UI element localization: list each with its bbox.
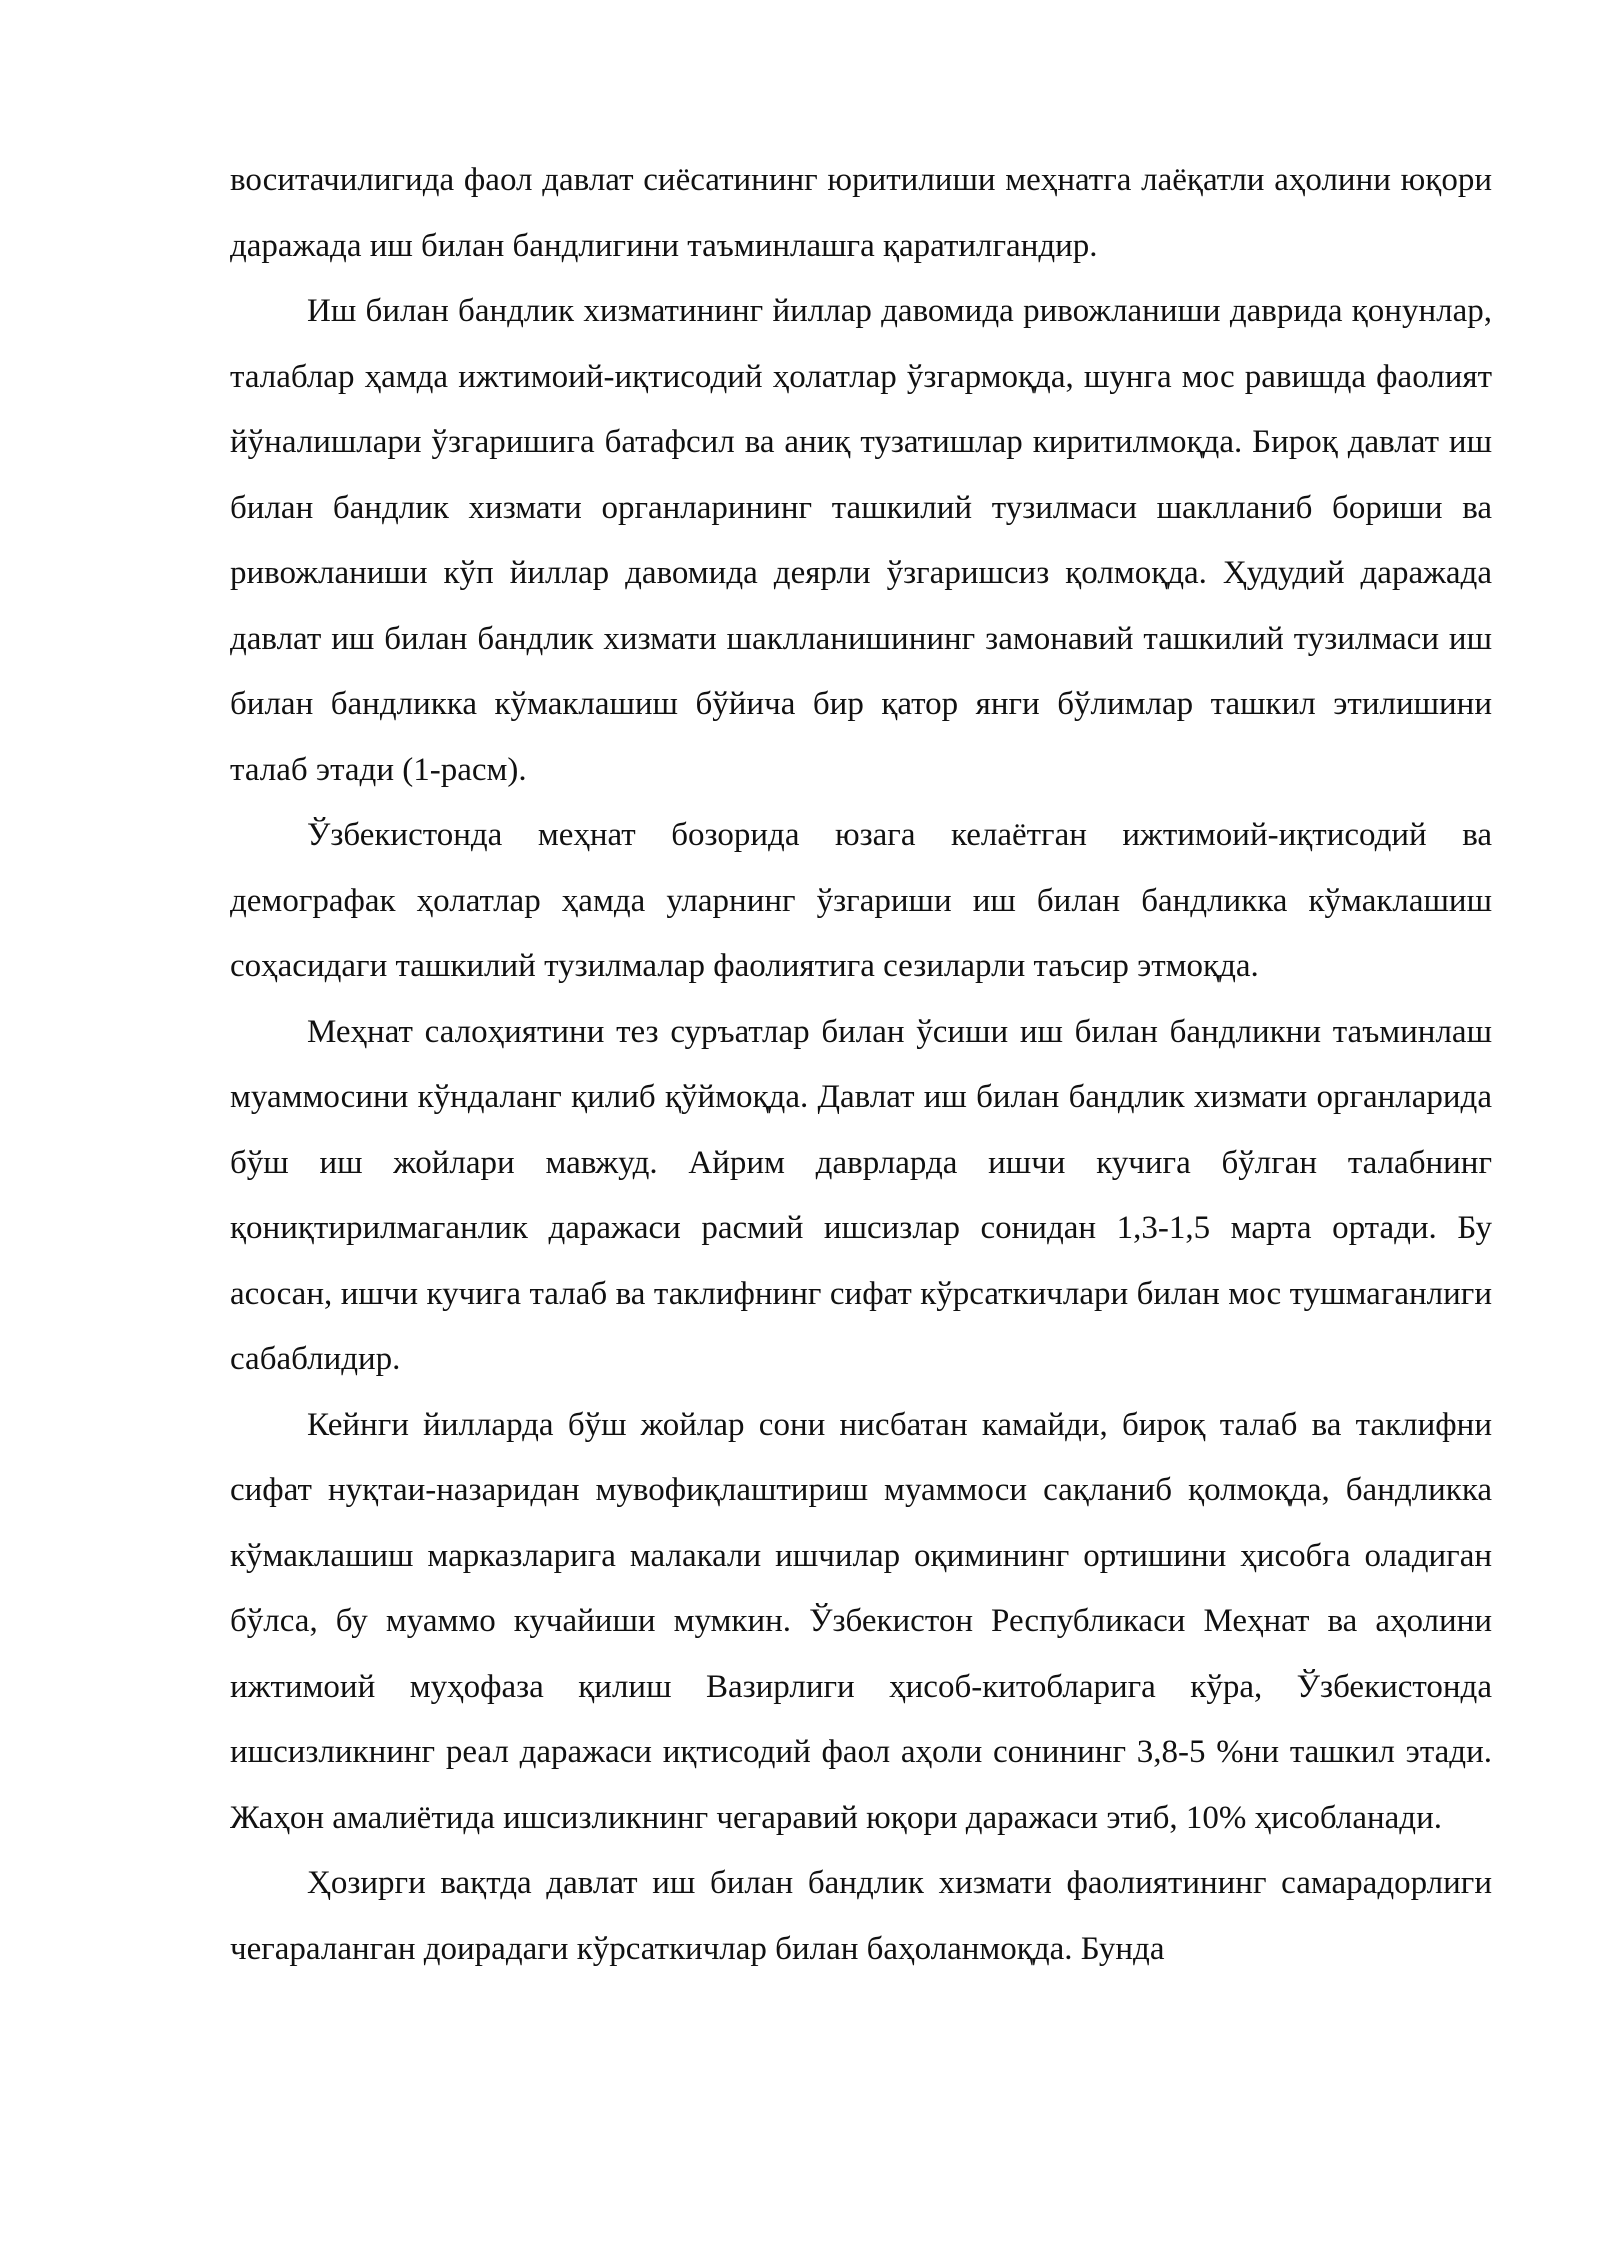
document-body	[230, 148, 1492, 1982]
paragraph-labor-potential-growth: Меҳнат салоҳиятини тез суръатлар билан ўсиши иш билан бандликни таъминлаш муаммосини кўндаланг қилиб қўймоқда. Давлат иш билан бандлик хизмати органларида бўш иш жойлари мавжуд. Айрим даврларда ишчи кучига бўлган талабнинг қониқтирилмаганлик даражаси расмий ишсизлар сонидан 1,3-1,5 марта ортади. Бу асосан, ишчи кучига талаб ва таклифнинг сифат кўрсаткичлари билан мос тушмаганлиги сабаблидир.	[230, 1013, 1492, 1377]
paragraph-continuation: воситачилигида фаол давлат сиёсатининг юритилиши меҳнатга лаёқатли аҳолини юқори даражада иш билан бандлигини таъминлашга қаратилгандир.	[230, 162, 1492, 264]
paragraph-labor-market-conditions: Ўзбекистонда меҳнат бозорида юзага келаётган ижтимоий-иқтисодий ва демографак ҳолатлар ҳамда уларнинг ўзгариши иш билан бандликка кўмаклашиш соҳасидаги ташкилий тузилмалар фаолиятига сезиларли таъсир этмоқда.	[230, 817, 1492, 984]
paragraph-vacancies-unemployment: Кейнги йилларда бўш жойлар сони нисбатан камайди, бироқ талаб ва таклифни сифат нуқтаи-назаридан мувофиқлаштириш муаммоси сақланиб қолмоқда, бандликка кўмаклашиш марказларига малакали ишчилар оқимининг ортишини ҳисобга оладиган бўлса, бу муаммо кучайиши мумкин. Ўзбекистон Республикаси Меҳнат ва аҳолини ижтимоий муҳофаза қилиш Вазирлиги ҳисоб-китобларига кўра, Ўзбекистонда ишсизликнинг реал даражаси иқтисодий фаол аҳоли сонининг 3,8-5 %ни ташкил этади. Жаҳон амалиётида ишсизликнинг чегаравий юқори даражаси этиб, 10% ҳисобланади.	[230, 1406, 1492, 1836]
paragraph-employment-service-development: Иш билан бандлик хизматининг йиллар давомида ривожланиши даврида қонунлар, талаблар ҳамда ижтимоий-иқтисодий ҳолатлар ўзгармоқда, шунга мос равишда фаолият йўналишлари ўзгаришига батафсил ва аниқ тузатишлар киритилмоқда. Бироқ давлат иш билан бандлик хизмати органларининг ташкилий тузилмаси шаклланиб бориши ва ривожланиши кўп йиллар давомида деярли ўзгаришсиз қолмоқда. Ҳудудий даражада давлат иш билан бандлик хизмати шаклланишининг замонавий ташкилий тузилмаси иш билан бандликка кўмаклашиш бўйича бир қатор янги бўлимлар ташкил этилишини талаб этади (1-расм).	[230, 293, 1492, 788]
paragraph-service-efficiency: Ҳозирги вақтда давлат иш билан бандлик хизмати фаолиятининг самарадорлиги чегараланган доирадаги кўрсаткичлар билан баҳоланмоқда. Бунда	[230, 1865, 1492, 1967]
